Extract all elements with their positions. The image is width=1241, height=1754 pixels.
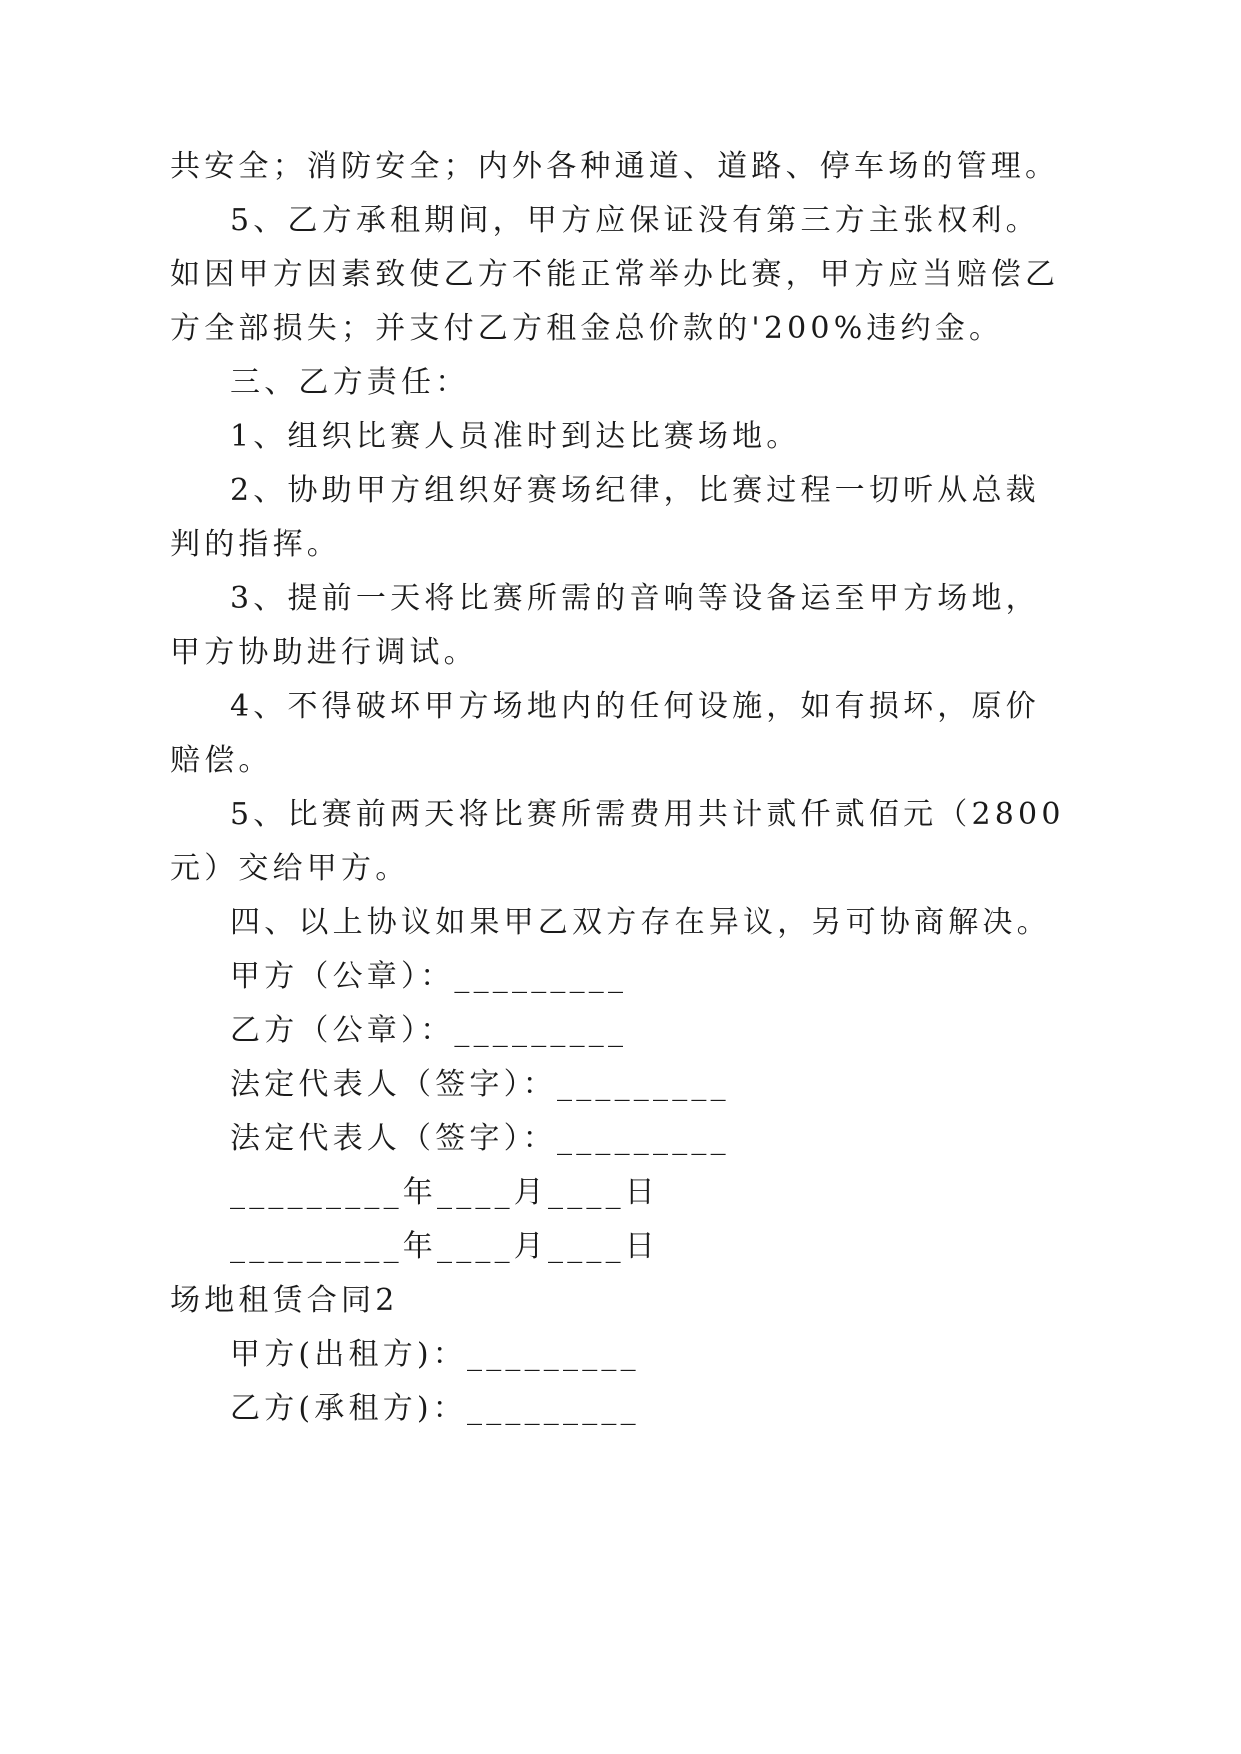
paragraph-line: 方全部损失；并支付乙方租金总价款的'200%违约金。 (170, 311, 1004, 346)
paragraph-line: 4、不得破坏甲方场地内的任何设施，如有损坏，原价 (230, 689, 1040, 724)
section-heading: 三、乙方责任： (230, 365, 470, 400)
paragraph-line: 共安全；消防安全；内外各种通道、道路、停车场的管理。 (170, 149, 1060, 184)
paragraph-line: 判的指挥。 (170, 527, 341, 562)
signature-field-party-b-seal: 乙方（公章）：_________ (230, 1013, 628, 1048)
paragraph-line: 1、组织比赛人员准时到达比赛场地。 (230, 419, 801, 454)
paragraph-line: 赔偿。 (170, 743, 273, 778)
paragraph-line: 四、以上协议如果甲乙双方存在异议，另可协商解决。 (230, 905, 1051, 940)
signature-field-legal-rep-a: 法定代表人（签字）：_________ (230, 1067, 730, 1102)
signature-field-party-a-seal: 甲方（公章）：_________ (230, 959, 628, 994)
signature-field-legal-rep-b: 法定代表人（签字）：_________ (230, 1121, 730, 1156)
paragraph-line: 元）交给甲方。 (170, 851, 410, 886)
paragraph-line: 5、乙方承租期间，甲方应保证没有第三方主张权利。 (230, 203, 1040, 238)
party-b-field: 乙方(承租方)：_________ (230, 1391, 640, 1426)
date-field: _________年____月____日 (230, 1229, 659, 1264)
paragraph-line: 2、协助甲方组织好赛场纪律，比赛过程一切听从总裁 (230, 473, 1040, 508)
document-title: 场地租赁合同2 (170, 1283, 399, 1318)
paragraph-line: 5、比赛前两天将比赛所需费用共计贰仟贰佰元（2800 (230, 797, 1065, 832)
date-field: _________年____月____日 (230, 1175, 659, 1210)
paragraph-line: 甲方协助进行调试。 (170, 635, 478, 670)
paragraph-line: 3、提前一天将比赛所需的音响等设备运至甲方场地， (230, 581, 1040, 616)
party-a-field: 甲方(出租方)：_________ (230, 1337, 640, 1372)
paragraph-line: 如因甲方因素致使乙方不能正常举办比赛，甲方应当赔偿乙 (170, 257, 1060, 292)
